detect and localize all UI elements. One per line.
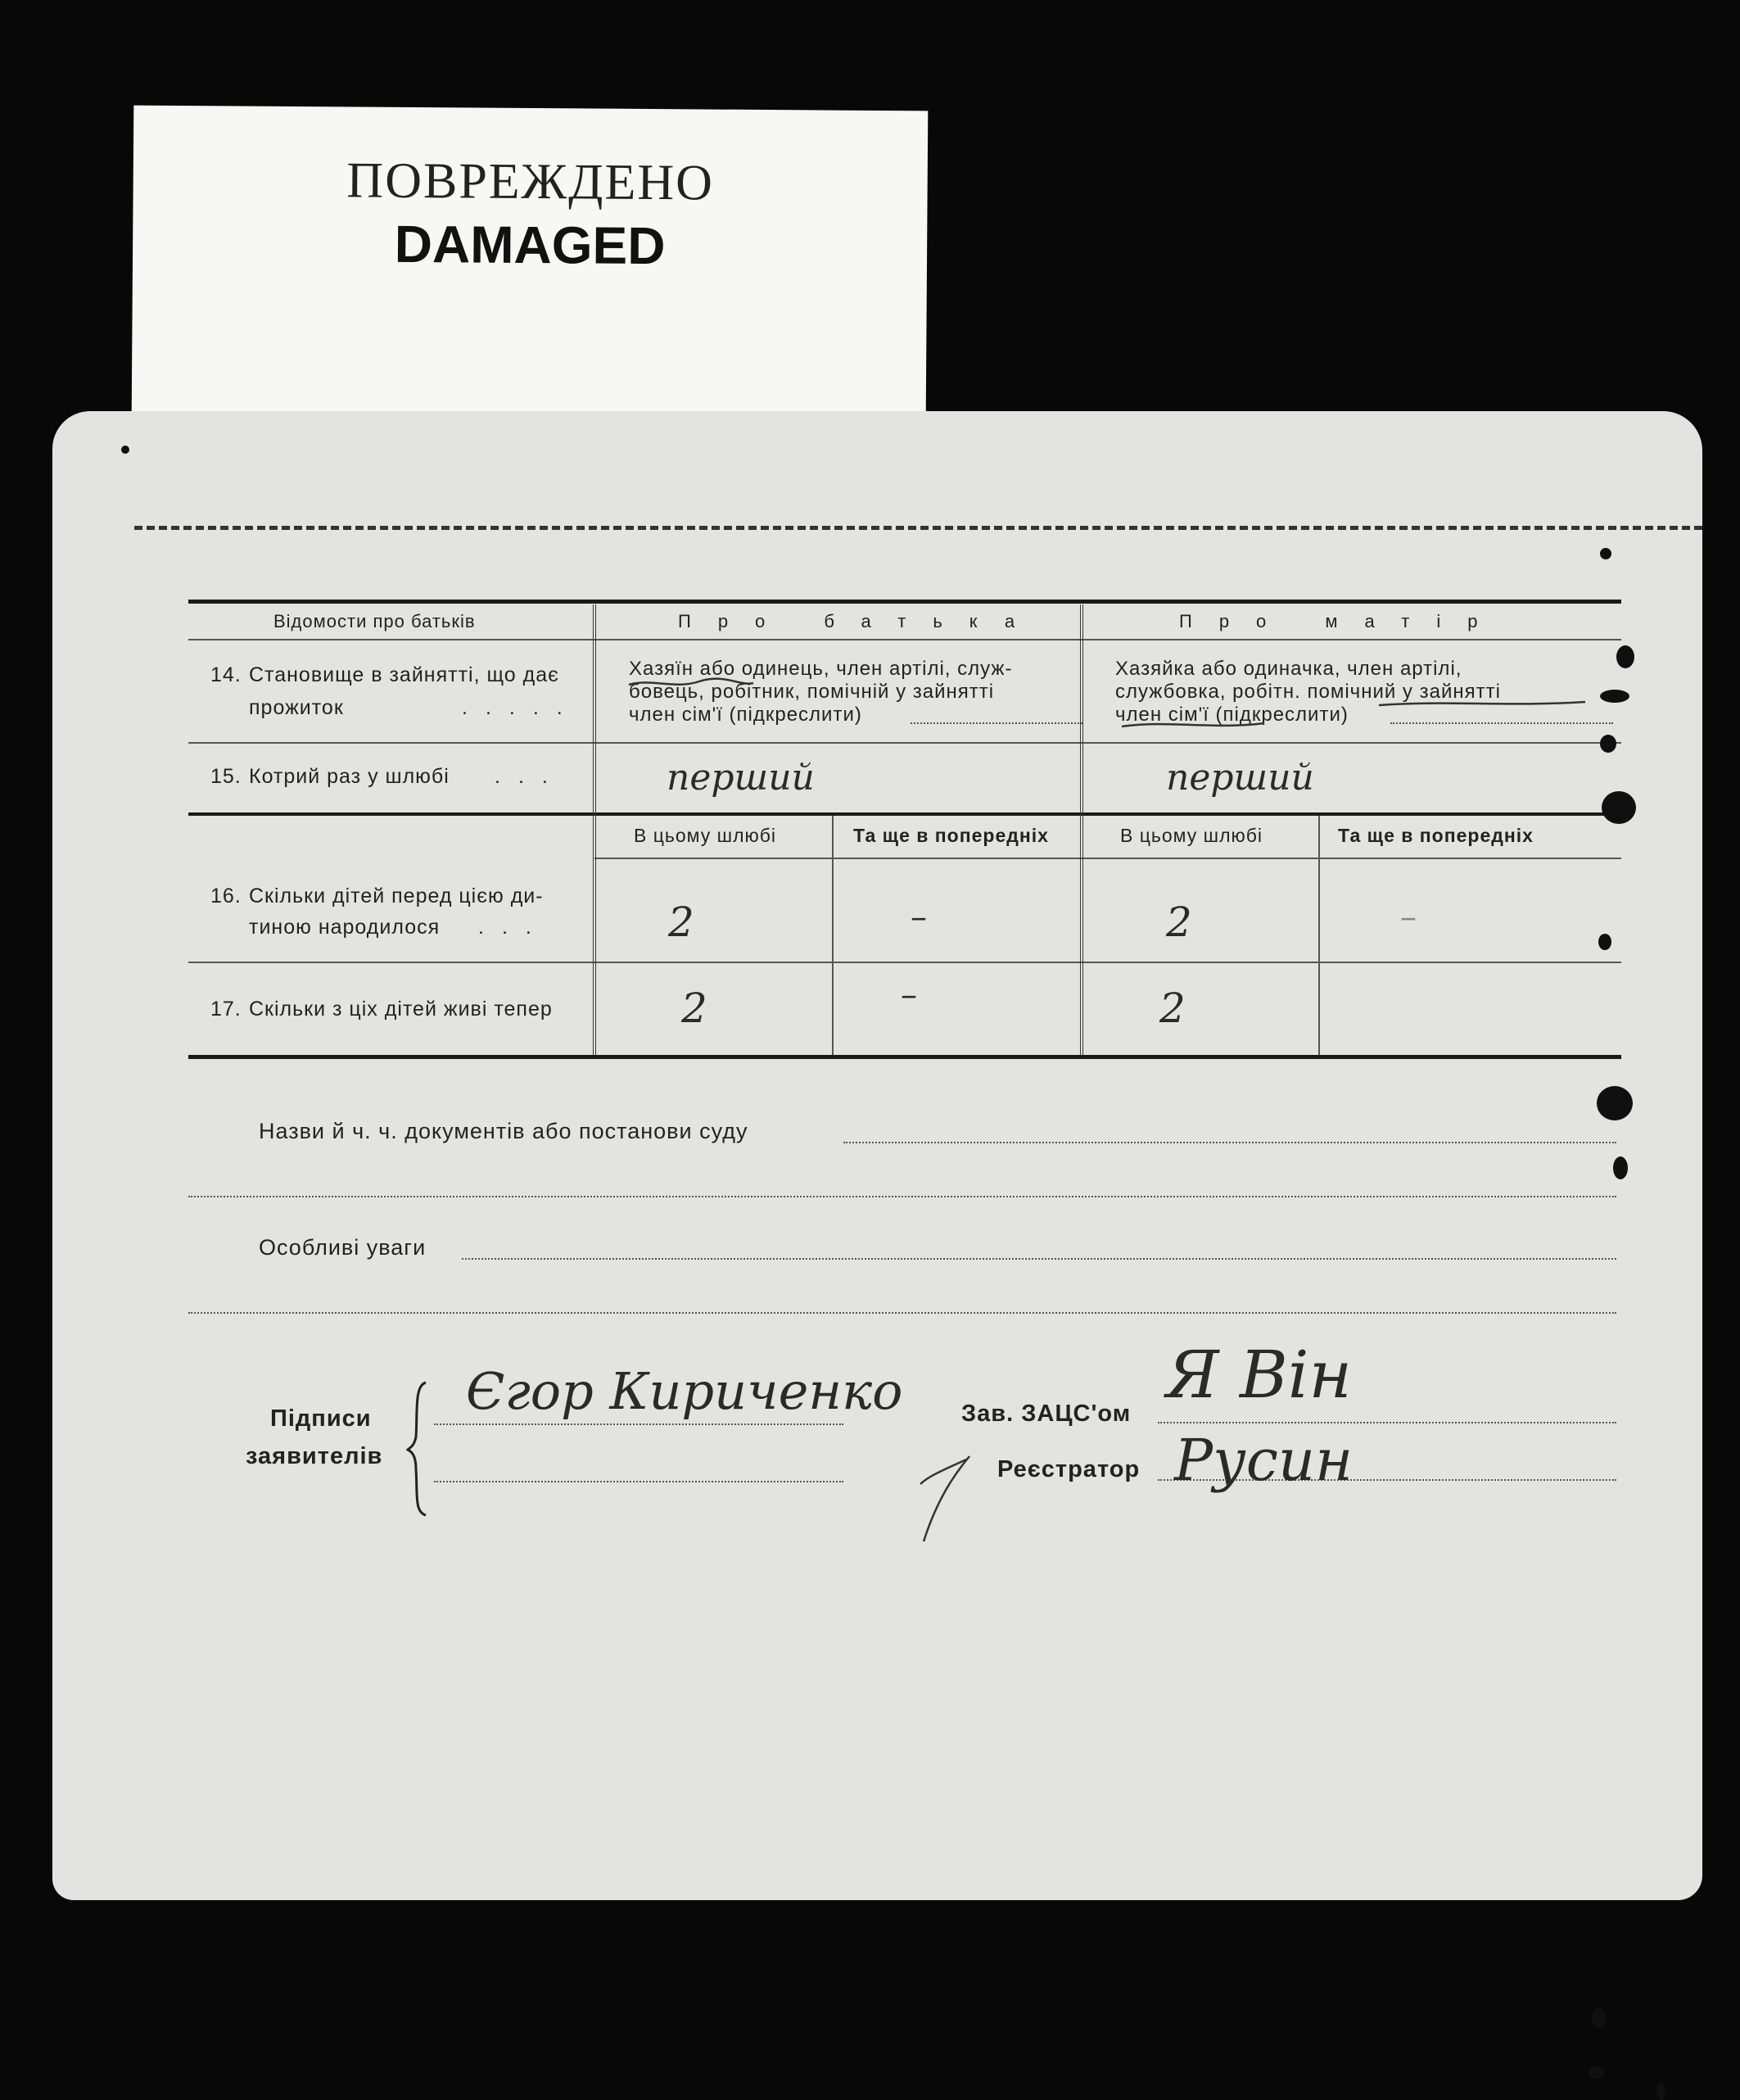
binding-hole	[1616, 645, 1634, 668]
binding-hole	[1600, 548, 1611, 559]
row17-label: Скільки з ціх дітей живі тепер	[249, 998, 553, 1021]
registrar-label: Реєстратор	[997, 1456, 1141, 1482]
table-top-rule	[188, 600, 1621, 604]
subheader-father-previous: Та ще в попередніх	[853, 825, 1049, 846]
signatures-label-line2: заявителів	[246, 1443, 383, 1469]
col-divider-parents	[1080, 604, 1083, 1055]
damaged-tag-english: DAMAGED	[394, 214, 666, 276]
row16-father-prev: –	[911, 898, 927, 936]
row17-mother-this: 2	[1159, 984, 1186, 1032]
row14-divider	[188, 742, 1621, 744]
registrar-slash-stroke	[904, 1451, 978, 1550]
row14-label-line2: прожиток	[249, 696, 344, 719]
damaged-tag-ukrainian: ПОВРЕЖДЕНО	[346, 152, 715, 211]
row15-dot-leader: ...	[495, 765, 566, 788]
subheader-divider	[594, 858, 1621, 859]
header-info: Відомости про батьків	[273, 611, 476, 631]
col-divider-info	[593, 604, 596, 1055]
header-mother: Про матір	[1179, 611, 1505, 631]
row17-father-prev: –	[901, 976, 917, 1014]
row14-father-line3: член сім'ї (підкреслити)	[629, 704, 862, 726]
damaged-tag	[132, 106, 929, 423]
remarks-fill-line-2	[188, 1312, 1616, 1314]
row16-number: 16.	[210, 885, 242, 907]
head-registry-label: Зав. ЗАЦС'ом	[961, 1401, 1132, 1427]
binding-hole	[1657, 2082, 1665, 2100]
row14-father-line2: бовець, робітник, помічній у зайнятті	[629, 681, 995, 703]
applicant-fill-line-2	[434, 1481, 843, 1482]
row16-mother-prev: –	[1400, 898, 1417, 936]
header-father: Про батька	[678, 611, 1042, 631]
row14-label-line1: Становище в зайнятті, що дає	[249, 663, 559, 686]
row14-mother-line3: член сім'ї (підкреслити)	[1115, 704, 1349, 726]
col-divider-mother-sub	[1318, 816, 1320, 1055]
documents-fill-line-2	[188, 1196, 1616, 1197]
row14-dot-leader: .....	[462, 696, 581, 719]
header-divider	[188, 639, 1621, 640]
documents-label: Назви й ч. ч. документів або постанови суду	[259, 1119, 748, 1143]
binding-hole	[1613, 1156, 1628, 1179]
binding-hole	[1600, 690, 1629, 703]
binding-hole	[1600, 735, 1616, 753]
row14-mother-line2: службовка, робітн. помічний у зайнятті	[1115, 681, 1501, 703]
head-fill-line	[1158, 1422, 1616, 1423]
applicant-fill-line-1	[434, 1423, 843, 1425]
subheader-mother-this: В цьому шлюбі	[1120, 825, 1263, 846]
table-bottom-rule	[188, 1055, 1621, 1059]
subheader-father-this: В цьому шлюбі	[634, 825, 777, 846]
remarks-label: Особливі уваги	[259, 1235, 427, 1260]
subheader-mother-previous: Та ще в попередніх	[1338, 825, 1534, 846]
row14-mother-line1: Хазяйка або одиначка, член артілі,	[1115, 658, 1462, 680]
row15-father-handwritten: перший	[667, 757, 815, 799]
row17-number: 17.	[210, 998, 242, 1021]
binding-hole	[1589, 2066, 1605, 2079]
father-underline-mark	[626, 675, 757, 691]
row15-label: Котрий раз у шлюбі	[249, 765, 450, 788]
row17-father-this: 2	[681, 984, 707, 1032]
row15-number: 15.	[210, 765, 242, 788]
row15-mother-handwritten: перший	[1166, 757, 1314, 799]
remarks-fill-line-1	[462, 1258, 1616, 1260]
head-signature: Я Він	[1166, 1337, 1353, 1413]
binding-hole	[1592, 2008, 1607, 2028]
documents-fill-line-1	[843, 1142, 1616, 1143]
row16-father-this: 2	[668, 898, 694, 946]
form-sheet	[52, 411, 1702, 1900]
signatures-label-line1: Підписи	[270, 1405, 372, 1432]
row15-divider	[188, 812, 1621, 816]
row16-label-line2: тиною народилося	[249, 916, 441, 939]
row16-mother-this: 2	[1166, 898, 1192, 946]
row14-number: 14.	[210, 663, 242, 686]
signatures-brace	[406, 1379, 431, 1518]
perforation-line	[134, 526, 1702, 530]
binding-hole	[1602, 791, 1636, 824]
registrar-signature: Русин	[1174, 1427, 1354, 1494]
binding-hole	[1597, 1086, 1633, 1120]
ink-dot	[121, 446, 129, 454]
col-divider-father-sub	[832, 816, 834, 1055]
row16-label-line1: Скільки дітей перед цією ди-	[249, 885, 544, 907]
row14-father-fill-line	[911, 722, 1082, 724]
row16-dot-leader: ...	[478, 916, 549, 939]
mother-underline-mark	[1117, 694, 1592, 735]
binding-hole	[1598, 934, 1611, 950]
row14-father-line1: Хазяїн або одинець, член артілі, служ-	[629, 658, 1013, 680]
row16-divider	[188, 962, 1621, 963]
applicant-signature: Єгор Кириченко	[466, 1361, 903, 1421]
